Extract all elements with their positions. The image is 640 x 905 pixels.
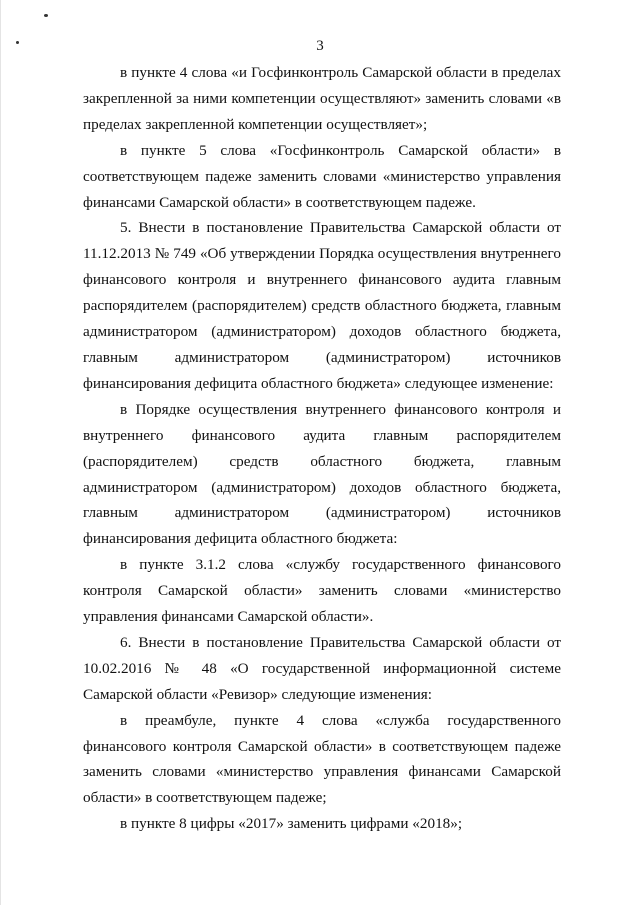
document-body bbox=[83, 60, 561, 837]
page-number: 3 bbox=[316, 38, 324, 54]
paragraph-procedure-amendment: в Порядке осуществления внутреннего финансового контроля и внутреннего финансового аудита главным распорядителем (распорядителем) средств областного бюджета, главным администратором (администратором) доходов областного бюджета, главным администратором (администратором) источников финансирования дефицита областного бюджета: bbox=[83, 400, 561, 548]
paragraph-item-3-1-2-amendment: в пункте 3.1.2 слова «службу государственного финансового контроля Самарской области» заменить словами «министерство управления финансами Самарской области». bbox=[83, 556, 561, 626]
paragraph-item-4-amendment: в пункте 4 слова «и Госфинконтроль Самарской области в пределах закрепленной за ними компетенции осуществляют» заменить словами «в пределах закрепленной компетенции осуществляет»; bbox=[83, 64, 561, 133]
paragraph-section-6: 6. Внести в постановление Правительства Самарской области от 10.02.2016 № 48 «О государственной информационной системе Самарской области «Ревизор» следующие изменения: bbox=[83, 633, 561, 703]
paragraph-item-8-amendment: в пункте 8 цифры «2017» заменить цифрами «2018»; bbox=[120, 815, 463, 833]
scan-edge bbox=[0, 0, 1, 905]
scan-speck bbox=[44, 14, 48, 17]
paragraph-preamble-amendment: в преамбуле, пункте 4 слова «служба государственного финансового контроля Самарской области» в соответствующем падеже заменить словами «министерство управления финансами Самарской области» в соответствующем падеже; bbox=[83, 711, 561, 807]
paragraph-section-5: 5. Внести в постановление Правительства Самарской области от 11.12.2013 № 749 «Об утверждении Порядка осуществления внутреннего финансового контроля и внутреннего финансового аудита главным распорядителем (распорядителем) средств областного бюджета, главным администратором (администратором) доходов областного бюджета, главным администратором (администратором) источников финансирования дефицита областного бюджета» следующее изменение: bbox=[83, 219, 561, 392]
paragraph-item-5-amendment: в пункте 5 слова «Госфинконтроль Самарской области» в соответствующем падеже заменить словами «министерство управления финансами Самарской области» в соответствующем падеже. bbox=[83, 141, 561, 211]
